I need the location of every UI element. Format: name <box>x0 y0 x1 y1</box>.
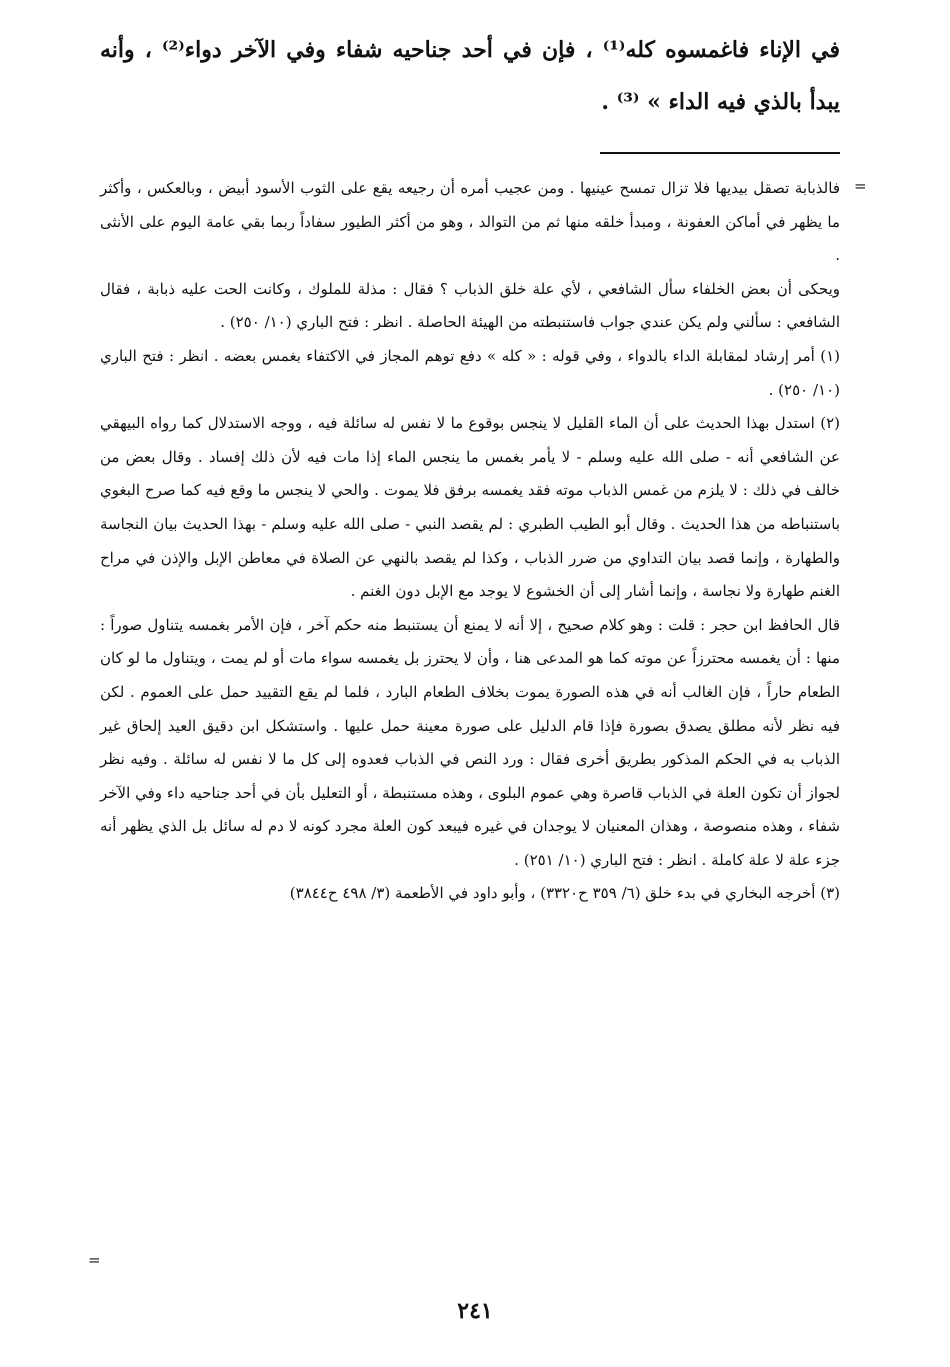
continuation-marker-bottom: = <box>88 1251 101 1269</box>
footnote-separator <box>600 152 840 154</box>
page-number: ٢٤١ <box>457 1298 493 1324</box>
continued-note-paragraph: ويحكى أن بعض الخلفاء سأل الشافعي ، لأي علة خلق الذباب ؟ فقال : مذلة للملوك ، وكانت الحت عليه ذبابة ، فقال الشافعي : سألني ولم يكن عندي جواب فاستنبطته من الهيئة الحاصلة . انظر : فتح الباري (١٠/ ٢٥٠) . <box>100 279 840 332</box>
footnote-text: استدل بهذا الحديث على أن الماء القليل لا ينجس بوقوع ما لا نفس له سائلة فيه ، ووجه الاستدلال كما رواه البيهقي عن الشافعي أنه - صلى الله عليه وسلم - لا يأمر بغمس ما ينجس الماء إذا مات فيه لأن ذلك إفساد . وقال بعض من خالف في ذلك : لا يلزم من غمس الذباب موته فقد يغمسه برفق فلا يموت . والحي لا ينجس ما وقع فيه كما صرح البغوي باستنباطه من هذا الحديث . وقال أبو الطيب الطبري : لم يقصد النبي - صلى الله عليه وسلم - بهذا الحديث بيان النجاسة والطهارة ، وإنما قصد بيان التداوي من ضرر الذباب ، وكذا لم يقصد بالنهي عن الصلاة في معاطن الإبل والإذن في مراح الغنم طهارة ولا نجاسة ، وإنما أشار إلى أن الخشوع لا يوجد مع الإبل دون الغنم . <box>100 414 840 601</box>
footnote-2 <box>100 407 840 609</box>
footnote-text: أخرجه البخاري في بدء خلق (٦/ ٣٥٩ ح٣٣٢٠) ، وأبو داود في الأطعمة (٣/ ٤٩٨ ح٣٨٤٤) <box>289 884 816 903</box>
footnote-number: (٢) <box>820 414 840 433</box>
footnote-1 <box>100 340 840 407</box>
footnotes-area <box>100 172 840 911</box>
hadith-main-text: في الإناء فاغمسوه كله⁽¹⁾ ، فإن في أحد جناحيه شفاء وفي الآخر دواء⁽²⁾ ، وأنه يبدأ بالذي فيه الداء » ⁽³⁾ . <box>100 37 840 115</box>
continued-note-paragraph: فالذبابة تصقل بيديها فلا تزال تمسح عينيها . ومن عجيب أمره أن رجيعه يقع على الثوب الأسود أبيض ، وبالعكس ، وأكثر ما يظهر في أماكن العفونة ، ومبدأ خلقه منها ثم من التوالد ، وهو من أكثر الطيور سفاداً ربما بقي عامة اليوم على الأنثى . <box>100 179 840 265</box>
footnote-number: (١) <box>820 346 840 365</box>
footnote-number: (٣) <box>820 884 840 903</box>
footnote-text: أمر إرشاد لمقابلة الداء بالدواء ، وفي قوله : « كله » دفع توهم المجاز في الاكتفاء بغمس بعضه . انظر : فتح الباري (١٠/ ٢٥٠) . <box>100 346 840 399</box>
continuation-marker-top: = <box>854 177 867 195</box>
footnote-2-continuation: قال الحافظ ابن حجر : قلت : وهو كلام صحيح ، إلا أنه لا يمنع أن يستنبط منه حكم آخر ، فإن الأمر بغمسه يتناول صوراً : منها : أن يغمسه محترزاً عن موته كما هو المدعى هنا ، وأن لا يحترز بل يغمسه سواء مات أو لم يمت ، ويتناول ما لو كان الطعام حاراً ، فإن الغالب أنه في هذه الصورة يموت بخلاف الطعام البارد ، فلما لم يقع التقييد حمل على العموم . لكن فيه نظر لأنه مطلق يصدق بصورة فإذا قام الدليل على صورة معينة حمل عليها . واستشكل ابن دقيق العيد إلحاق غير الذباب به في الحكم المذكور بطريق أخرى فقال : ورد النص في الذباب فعدوه إلى كل ما لا نفس له سائلة . وفيه نظر لجواز أن تكون العلة في الذباب قاصرة وهي عموم البلوى ، وهذه مستنبطة ، أو التعليل بأن في أحد جناحيه داء وفي الآخر شفاء ، وهذه منصوصة ، وهذان المعنيان لا يوجدان في غيره فيبعد كون العلة مجرد كونه لا دم له سائل بل الذي يظهر أنه جزء علة لا علة كاملة . انظر : فتح الباري (١٠/ ٢٥١) . <box>100 615 840 869</box>
footnote-3 <box>100 877 840 911</box>
